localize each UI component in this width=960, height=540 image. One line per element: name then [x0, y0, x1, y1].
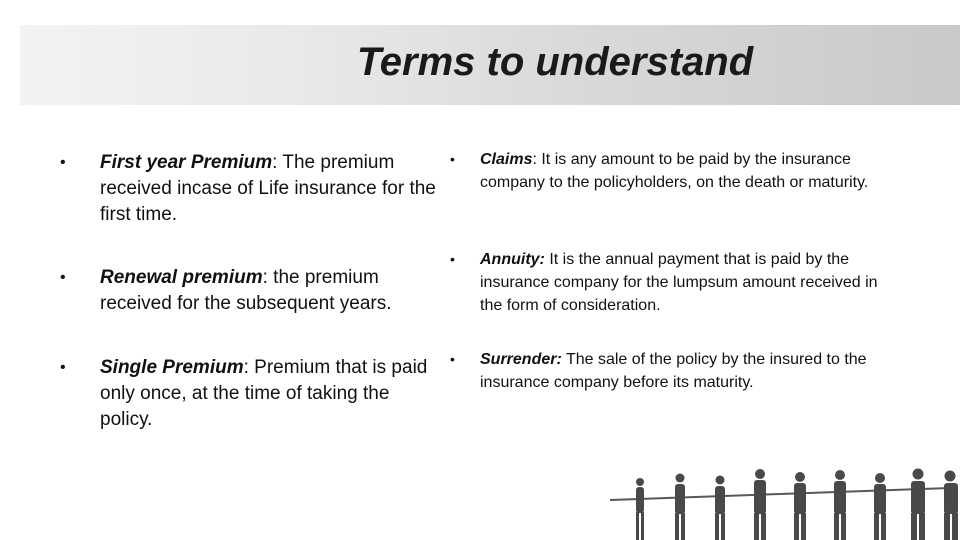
term-description: It is the annual payment that is paid by the insurance company for the lumpsum amount received in the form of consideration. [480, 251, 878, 314]
term-label: First year Premium [100, 152, 273, 173]
term-label: Claims [480, 151, 533, 168]
term-label: Surrender: [480, 351, 562, 368]
term-description: It is any amount to be paid by the insurance company to the policyholders, on the death or maturity. [480, 151, 869, 191]
term-separator: : [262, 267, 274, 288]
bullet-icon: • [60, 269, 66, 286]
bullet-icon: • [450, 351, 455, 367]
term-description: Premium that is paid only once, at the time of taking the policy. [100, 357, 428, 430]
term-label: Single Premium [100, 357, 244, 378]
term-label: Annuity: [480, 251, 545, 268]
slide-title: Terms to understand [356, 40, 754, 84]
term-separator: : [243, 357, 255, 378]
term-description: The premium received incase of Life insurance for the first time. [100, 152, 436, 225]
term-separator: : [272, 152, 283, 173]
bullet-icon: • [60, 154, 66, 171]
term-label: Renewal premium [100, 267, 263, 288]
bullet-icon: • [450, 251, 455, 267]
term-description: the premium received for the subsequent years. [100, 267, 392, 314]
people-holding-hands-image [600, 460, 960, 540]
bullet-icon: • [450, 151, 455, 167]
term-separator: : [532, 151, 542, 168]
term-description: The sale of the policy by the insured to the insurance company before its maturity. [480, 351, 867, 391]
bullet-icon: • [60, 359, 66, 376]
